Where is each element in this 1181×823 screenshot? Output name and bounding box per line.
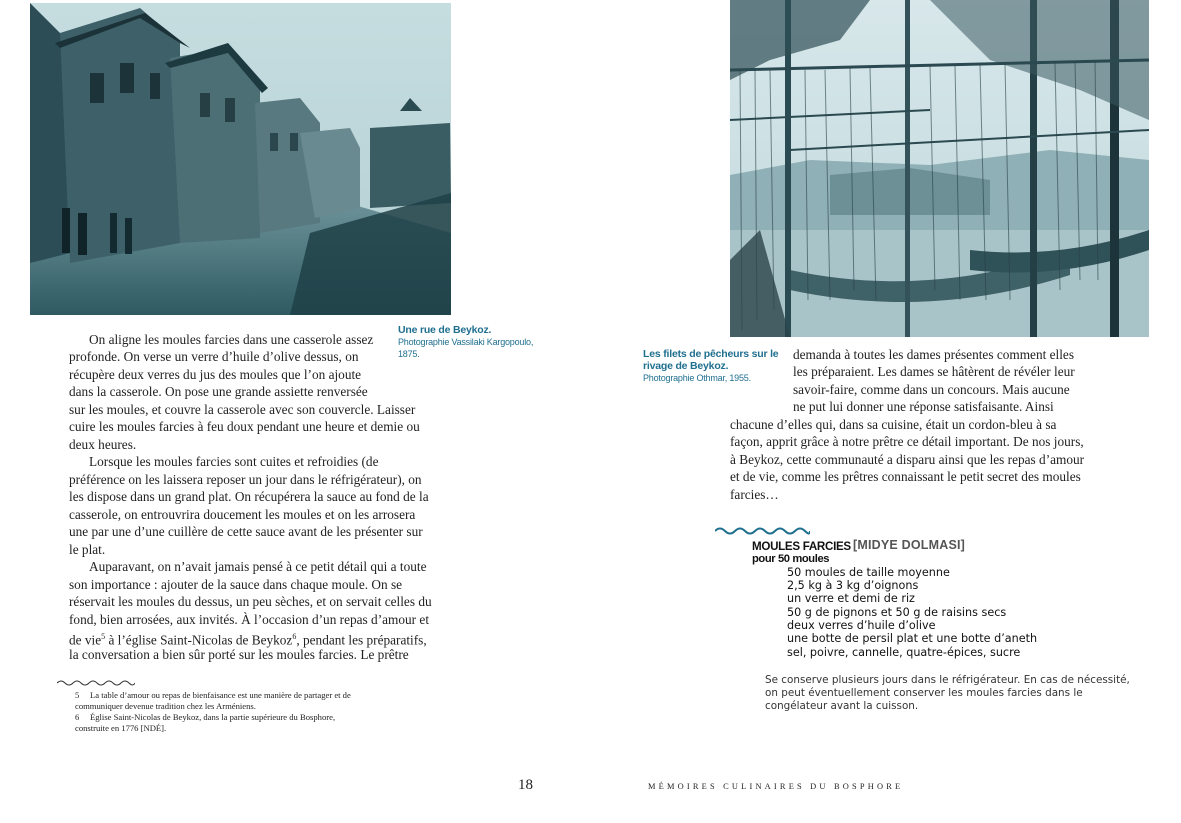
text-line: deux heures. [69,437,137,452]
text-line: dans la casserole. On pose une grande assiette renversée [69,384,368,399]
footnote-text: communiquer devenue tradition chez les Arméniens. [75,701,256,711]
note-line: Se conserve plusieurs jours dans le réfrigérateur. En cas de nécessité, [765,674,1130,686]
text-line: réservait les moules du dessus, un peu sèches, et on servait celles du [69,594,432,609]
footnote-text: La table d’amour ou repas de bienfaisance est une manière de partager et de [90,690,351,700]
footnote-number: 6 [75,712,80,722]
text-line: et de vie, comme les prêtres connaissant le petit secret des moules [730,469,1081,484]
ingredient-item: 50 moules de taille moyenne [787,566,950,579]
photo-beykoz-street [30,3,451,315]
text-line: son importance : ajouter de la sauce dans chaque moule. On se [69,577,403,592]
text-line: farcies… [730,487,779,502]
text-line: demanda à toutes les dames présentes comment elles [793,347,1074,362]
text-line: ne put lui donner une réponse satisfaisante. Ainsi [793,399,1054,414]
recipe-wave-divider [715,526,810,536]
ingredient-item: deux verres d’huile d’olive [787,619,936,632]
left-photo-caption [398,324,538,360]
caption-credit: Photographie Vassilaki Kargopoulo, [398,337,534,347]
text-fragment: à l’église Saint-Nicolas de Beykoz [105,632,293,648]
note-line: congélateur avant la cuisson. [765,700,919,712]
note-line: on peut éventuellement conserver les moules farcies dans le [765,687,1083,699]
ingredient-item: une botte de persil plat et une botte d’aneth [787,632,1038,645]
caption-title-line-1: Les filets de pêcheurs sur le [643,348,779,360]
text-line: préférence on les laissera reposer un jour dans le réfrigérateur), on [69,472,422,487]
text-line: fond, bien arrosées, aux invités. À l’occasion d’un repas d’amour et [69,612,430,627]
photo-fishing-nets [730,0,1149,337]
text-line: le plat. [69,542,106,557]
caption-title-line-2: rivage de Beykoz. [643,360,729,372]
text-line: On aligne les moules farcies dans une casserole assez [89,332,374,347]
street-photo-image [30,3,451,315]
footnote-text: Église Saint-Nicolas de Beykoz, dans la partie supérieure du Bosphore, [90,712,336,722]
running-title: MÉMOIRES CULINAIRES DU BOSPHORE [648,782,904,791]
text-line: les préparaient. Les dames se hâtèrent de révéler leur [793,364,1075,379]
footnote-number: 5 [75,690,80,700]
right-photo-caption [643,348,783,384]
text-line: les dispose dans un grand plat. On récupérera la sauce au fond de la [69,489,429,504]
text-line: Lorsque les moules farcies sont cuites et refroidies (de [89,454,379,469]
text-fragment: , pendant les préparatifs, [296,632,427,648]
footnote-ref-6: 6 [292,632,297,641]
ingredient-item: sel, poivre, cannelle, quatre-épices, sucre [787,646,1021,659]
page-number: 18 [518,777,533,793]
ingredient-item: 50 g de pignons et 50 g de raisins secs [787,606,1007,619]
nets-photo-image [730,0,1149,337]
text-line: à Beykoz, cette communauté a disparu ainsi que les repas d’amour [730,452,1085,467]
footnote-ref-5: 5 [101,632,106,641]
recipe-servings: pour 50 moules [752,553,830,565]
caption-credit: Photographie Othmar, 1955. [643,373,751,383]
recipe-title: MOULES FARCIES [752,540,851,553]
text-line: savoir-faire, comme dans un concours. Mais aucune [793,382,1070,397]
footnote-divider [57,679,135,687]
text-line: façon, apprit grâce à notre prêtre ce détail important. De nos jours, [730,434,1084,449]
text-line: la conversation a bien sûr porté sur les moules farcies. Le prêtre [69,647,409,662]
ingredient-item: un verre et demi de riz [787,592,915,605]
text-fragment: de vie [69,632,102,648]
text-line: récupère deux verres du jus des moules que l’on ajoute [69,367,362,382]
ingredient-item: 2,5 kg à 3 kg d’oignons [787,579,919,592]
caption-title: Une rue de Beykoz. [398,324,492,336]
recipe-subtitle: [MIDYE DOLMASI] [853,538,966,552]
footnote-text: construite en 1776 [NDÉ]. [75,723,167,733]
caption-year: 1875. [398,349,420,359]
text-line: Auparavant, on n’avait jamais pensé à ce petit détail qui a toute [89,559,427,574]
text-line: casserole, on entrouvrira doucement les moules et on les arrosera [69,507,416,522]
text-line: profonde. On verse un verre d’huile d’olive dessus, on [69,349,359,364]
text-line: chacune d’elles qui, dans sa cuisine, était un cordon-bleu à sa [730,417,1057,432]
text-line: sur les moules, et couvre la casserole avec son couvercle. Laisser [69,402,416,417]
text-line: une par une d’une cuillère de cette sauce avant de les présenter sur [69,524,423,539]
text-line: cuire les moules farcies à feu doux pendant une heure et demie ou [69,419,420,434]
